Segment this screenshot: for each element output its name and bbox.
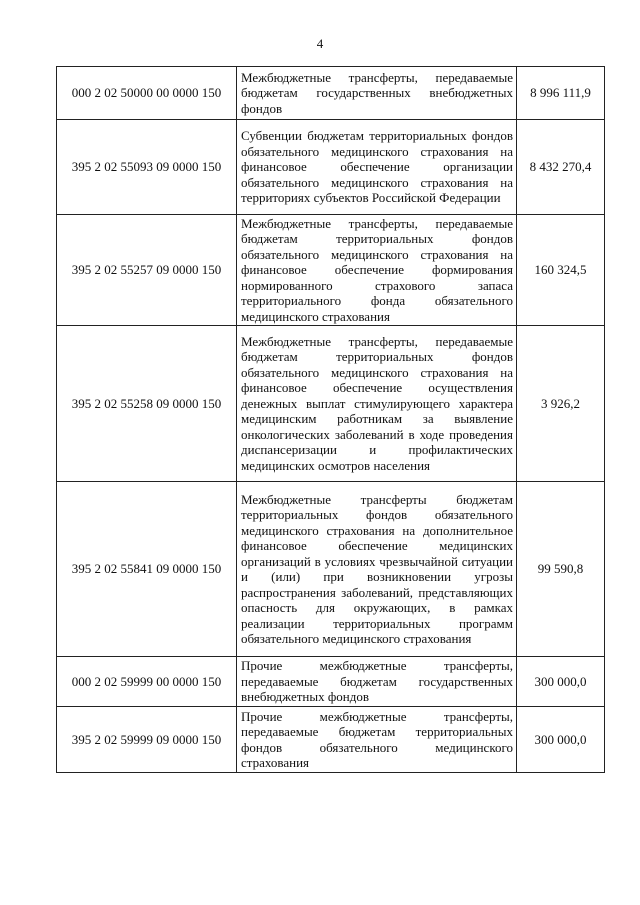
table-row: [57, 120, 605, 215]
table-row: [57, 215, 605, 326]
amount-cell: 300 000,0: [517, 657, 605, 707]
budget-code-cell: 395 2 02 55257 09 0000 150: [57, 215, 237, 326]
description-cell: Межбюджетные трансферты бюджетам территориальных фондов обязательного медицинского страхования на дополнительное финансовое обеспечение медицинских организаций в условиях чрезвычайной ситуации и (или) при возникновении угрозы распространения заболеваний, представляющих опасность для окружающих, в рамках реализации территориальных программ обязательного медицинского страхования: [237, 482, 517, 657]
amount-cell: 160 324,5: [517, 215, 605, 326]
table-row: [57, 707, 605, 773]
description-cell: Межбюджетные трансферты, передаваемые бюджетам государственных внебюджетных фондов: [237, 67, 517, 120]
description-cell: Прочие межбюджетные трансферты, передаваемые бюджетам государственных внебюджетных фондов: [237, 657, 517, 707]
description-cell: Межбюджетные трансферты, передаваемые бюджетам территориальных фондов обязательного медицинского страхования на финансовое обеспечение формирования нормированного страхового запаса территориального фонда обязательного медицинского страхования: [237, 215, 517, 326]
amount-cell: 99 590,8: [517, 482, 605, 657]
table-row: [57, 482, 605, 657]
budget-code-cell: 395 2 02 55093 09 0000 150: [57, 120, 237, 215]
budget-code-cell: 395 2 02 55841 09 0000 150: [57, 482, 237, 657]
budget-table: [56, 66, 605, 773]
description-cell: Субвенции бюджетам территориальных фондов обязательного медицинского страхования на финансовое обеспечение организации обязательного медицинского страхования на территориях субъектов Российской Федерации: [237, 120, 517, 215]
amount-cell: 8 996 111,9: [517, 67, 605, 120]
description-cell: Прочие межбюджетные трансферты, передаваемые бюджетам территориальных фондов обязательного медицинского страхования: [237, 707, 517, 773]
budget-code-cell: 000 2 02 50000 00 0000 150: [57, 67, 237, 120]
amount-cell: 8 432 270,4: [517, 120, 605, 215]
page-number: 4: [316, 36, 324, 51]
budget-code-cell: 395 2 02 55258 09 0000 150: [57, 326, 237, 482]
description-cell: Межбюджетные трансферты, передаваемые бюджетам территориальных фондов обязательного медицинского страхования на финансовое обеспечение осуществления денежных выплат стимулирующего характера медицинским работникам за выявление онкологических заболеваний в ходе проведения диспансеризации и профилактических медицинских осмотров населения: [237, 326, 517, 482]
amount-cell: 3 926,2: [517, 326, 605, 482]
amount-cell: 300 000,0: [517, 707, 605, 773]
table-row: [57, 657, 605, 707]
budget-code-cell: 000 2 02 59999 00 0000 150: [57, 657, 237, 707]
table-row: [57, 326, 605, 482]
budget-code-cell: 395 2 02 59999 09 0000 150: [57, 707, 237, 773]
table-row: [57, 67, 605, 120]
